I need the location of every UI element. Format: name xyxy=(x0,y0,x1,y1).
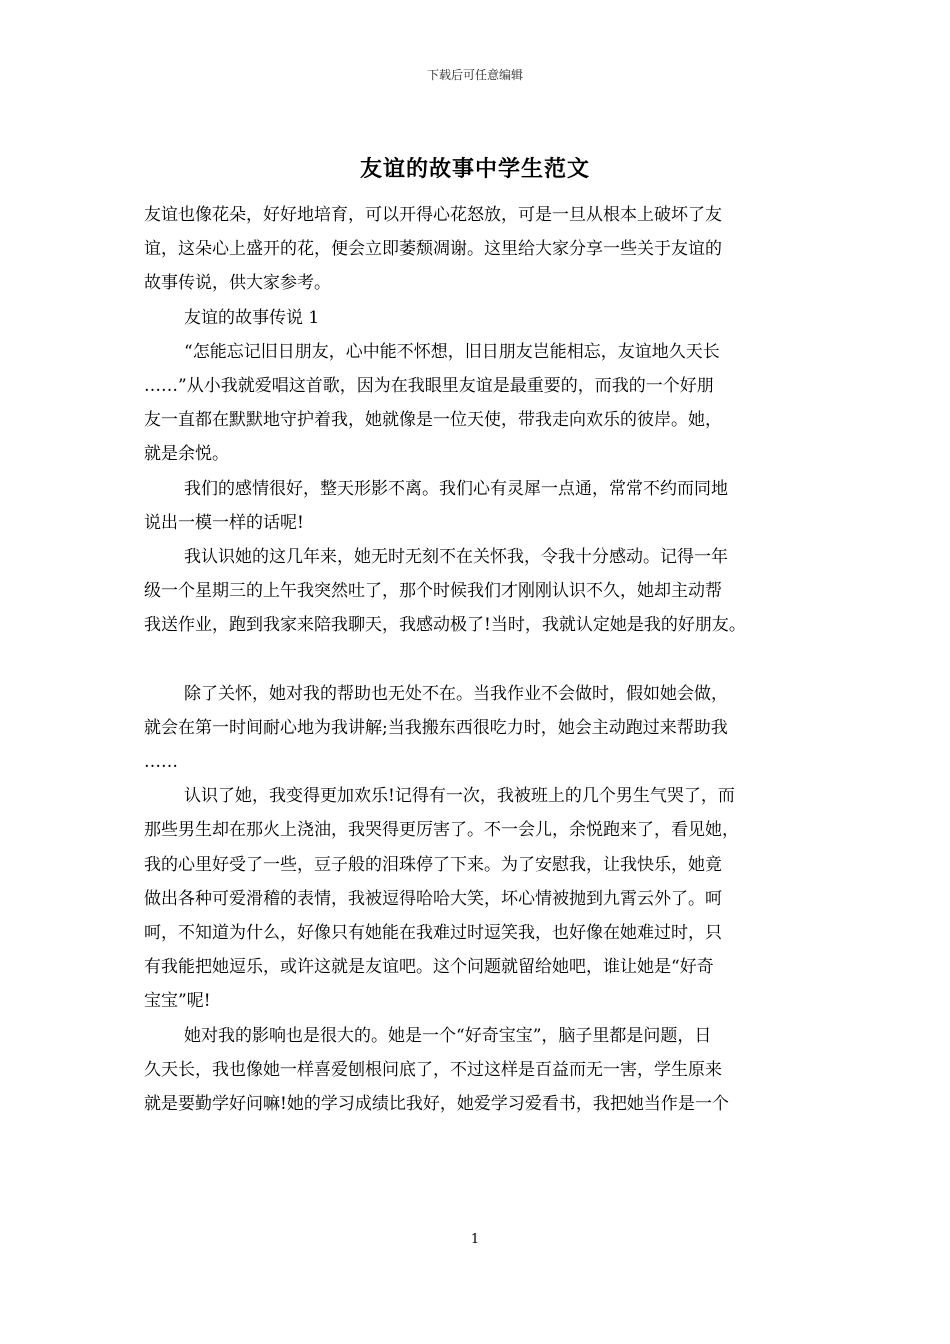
text-line: 谊，这朵心上盛开的花，便会立即萎颓凋谢。这里给大家分享一些关于友谊的 xyxy=(144,239,722,260)
text-line: 我的心里好受了一些，豆子般的泪珠停了下来。为了安慰我，让我快乐，她竟 xyxy=(144,854,722,875)
text-line: 友谊也像花朵，好好地培育，可以开得心花怒放，可是一旦从根本上破坏了友 xyxy=(144,205,722,225)
text-line: 我们的感情很好，整天形影不离。我们心有灵犀一点通，常常不约而同地 xyxy=(184,478,728,499)
text-line: 久天长，我也像她一样喜爱刨根问底了，不过这样是百益而无一害，学生原来 xyxy=(144,1059,722,1080)
text-line: 就是要勤学好问嘛!她的学习成绩比我好，她爱学习爱看书，我把她当作是一个 xyxy=(144,1094,729,1115)
document-title: 友谊的故事中学生范文 xyxy=(359,156,590,182)
text-line: 呵，不知道为什么，好像只有她能在我难过时逗笑我，也好像在她难过时，只 xyxy=(144,923,722,944)
text-line: 我认识她的这几年来，她无时无刻不在关怀我，令我十分感动。记得一年 xyxy=(184,547,728,568)
section-heading: 友谊的故事传说 1 xyxy=(184,307,320,328)
text-line: 除了关怀，她对我的帮助也无处不在。当我作业不会做时，假如她会做， xyxy=(184,683,728,704)
text-line: “怎能忘记旧日朋友，心中能不怀想，旧日朋友岂能相忘，友谊地久天长 xyxy=(184,341,720,362)
text-line: 做出各种可爱滑稽的表情，我被逗得哈哈大笑，坏心情被抛到九霄云外了。呵 xyxy=(144,888,722,909)
text-line: 那些男生却在那火上浇油，我哭得更厉害了。不一会儿，余悦跑来了，看见她， xyxy=(144,820,739,841)
text-line: 她对我的影响也是很大的。她是一个“好奇宝宝”，脑子里都是问题，日 xyxy=(184,1025,712,1046)
text-line: 故事传说，供大家参考。 xyxy=(144,273,331,294)
text-line: 友一直都在默默地守护着我，她就像是一位天使，带我走向欢乐的彼岸。她， xyxy=(144,410,722,431)
text-line: …… xyxy=(144,752,178,773)
document-body xyxy=(144,198,824,1121)
text-line: 我送作业，跑到我家来陪我聊天，我感动极了!当时，我就认定她是我的好朋友。 xyxy=(144,615,746,636)
text-line: 就会在第一时间耐心地为我讲解;当我搬东西很吃力时，她会主动跑过来帮助我 xyxy=(144,717,728,738)
text-line: 宝宝”呢! xyxy=(144,991,211,1012)
page-header-note: 下载后可任意编辑 xyxy=(426,68,523,82)
text-line: 认识了她，我变得更加欢乐!记得有一次，我被班上的几个男生气哭了，而 xyxy=(184,786,735,807)
text-line: ……”从小我就爱唱这首歌，因为在我眼里友谊是最重要的，而我的一个好朋 xyxy=(144,376,714,397)
text-line: 级一个星期三的上午我突然吐了，那个时候我们才刚刚认识不久，她却主动帮 xyxy=(144,581,722,602)
text-line: 就是余悦。 xyxy=(144,444,229,465)
page-number: 1 xyxy=(470,1232,480,1247)
paragraph-gap xyxy=(144,643,824,677)
text-line: 说出一模一样的话呢! xyxy=(144,512,304,533)
text-line: 有我能把她逗乐，或许这就是友谊吧。这个问题就留给她吧，谁让她是“好奇 xyxy=(144,957,714,978)
